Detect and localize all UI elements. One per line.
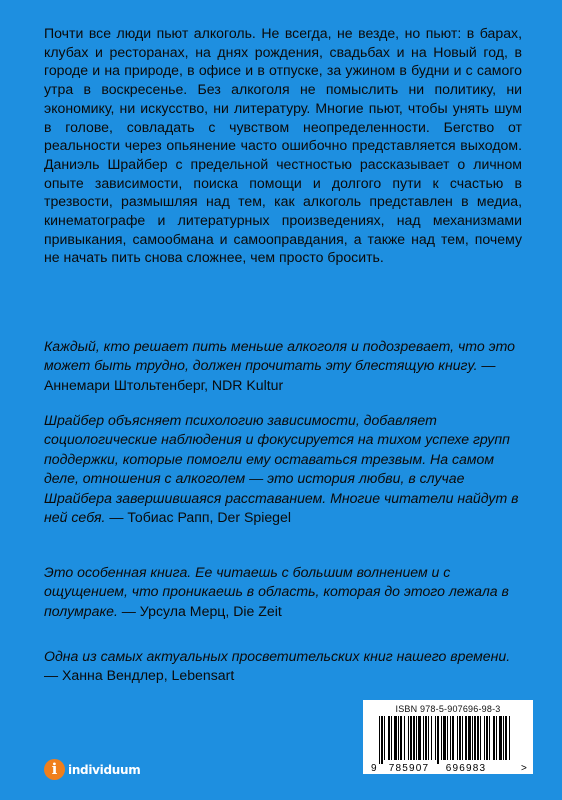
book-description: Почти все люди пьют алкоголь. Не всегда, не везде, но пьют: в барах, клубах и ресторанах, на днях рождения, свадьбах и на Новый год, в городе и на природе, в офисе и в отпуске, за ужином в будни и с самого утра в воскресенье. Без алкоголя не помыслить ни политику, ни экономику, ни искусство, ни литературу. Многие пьют, чтобы унять шум в голове, совладать с чувством неопределенности. Бегство от реальности через опьянение часто ошибочно представляется выходом. Даниэль Шрайбер с предельной честностью рассказывает о личном опыте зависимости, поиска помощи и долгого пути к счастью в трезвости, размышляя над тем, как алкоголь представлен в медиа, кинематографе и литературных произведениях, над механизмами привыкания, самообмана и самооправдания, а также над тем, почему не начать пить снова сложнее, чем просто бросить. [44, 25, 522, 266]
quote-text: Одна из самых актуальных просветительских книг нашего времени. [44, 648, 511, 664]
quote-text: Шрайбер объясняет психологию зависимости, добавляет социологические наблюдения и фокусируется на тихом успехе групп поддержки, которые помогли ему оставаться трезвым. На самом деле, отношения с алкоголем — это история любви, в случае Шрайбера завершившаяся расставанием. Многие читатели найдут в ней себя. [44, 412, 519, 526]
quote-text: Это особенная книга. Ее читаешь с большим волнением и с ощущением, что проникаешь в область, которая до этого лежала в полумраке. [44, 564, 509, 619]
isbn-label: ISBN 978-5-907696-98-3 [395, 704, 501, 714]
review-quote [44, 411, 522, 527]
barcode-digits-left: 785907 [388, 763, 430, 774]
barcode-arrow: > [521, 763, 527, 774]
publisher-logo [44, 759, 140, 780]
barcode-digits-right: 696983 [445, 763, 487, 774]
review-quote [44, 563, 522, 621]
quote-attribution: — Аннемари Штольтенберг, NDR Kultur [44, 357, 496, 393]
publisher-name: individuum [68, 762, 141, 777]
isbn-barcode [363, 700, 533, 774]
quote-attribution: — Урсула Мерц, Die Zeit [117, 602, 282, 619]
publisher-logo-icon: i [44, 759, 65, 780]
quote-attribution: — Тобиас Рапп, Der Spiegel [105, 509, 291, 526]
review-quote [44, 337, 522, 395]
quote-text: Каждый, кто решает пить меньше алкоголя и подозревает, что это может быть трудно, должен прочитать эту блестящую книгу. [44, 338, 515, 374]
review-quote [44, 647, 522, 686]
barcode-digit-first: 9 [371, 763, 377, 774]
barcode-icon [363, 700, 533, 774]
quote-attribution: — Ханна Вендлер, Lebensart [44, 667, 235, 684]
